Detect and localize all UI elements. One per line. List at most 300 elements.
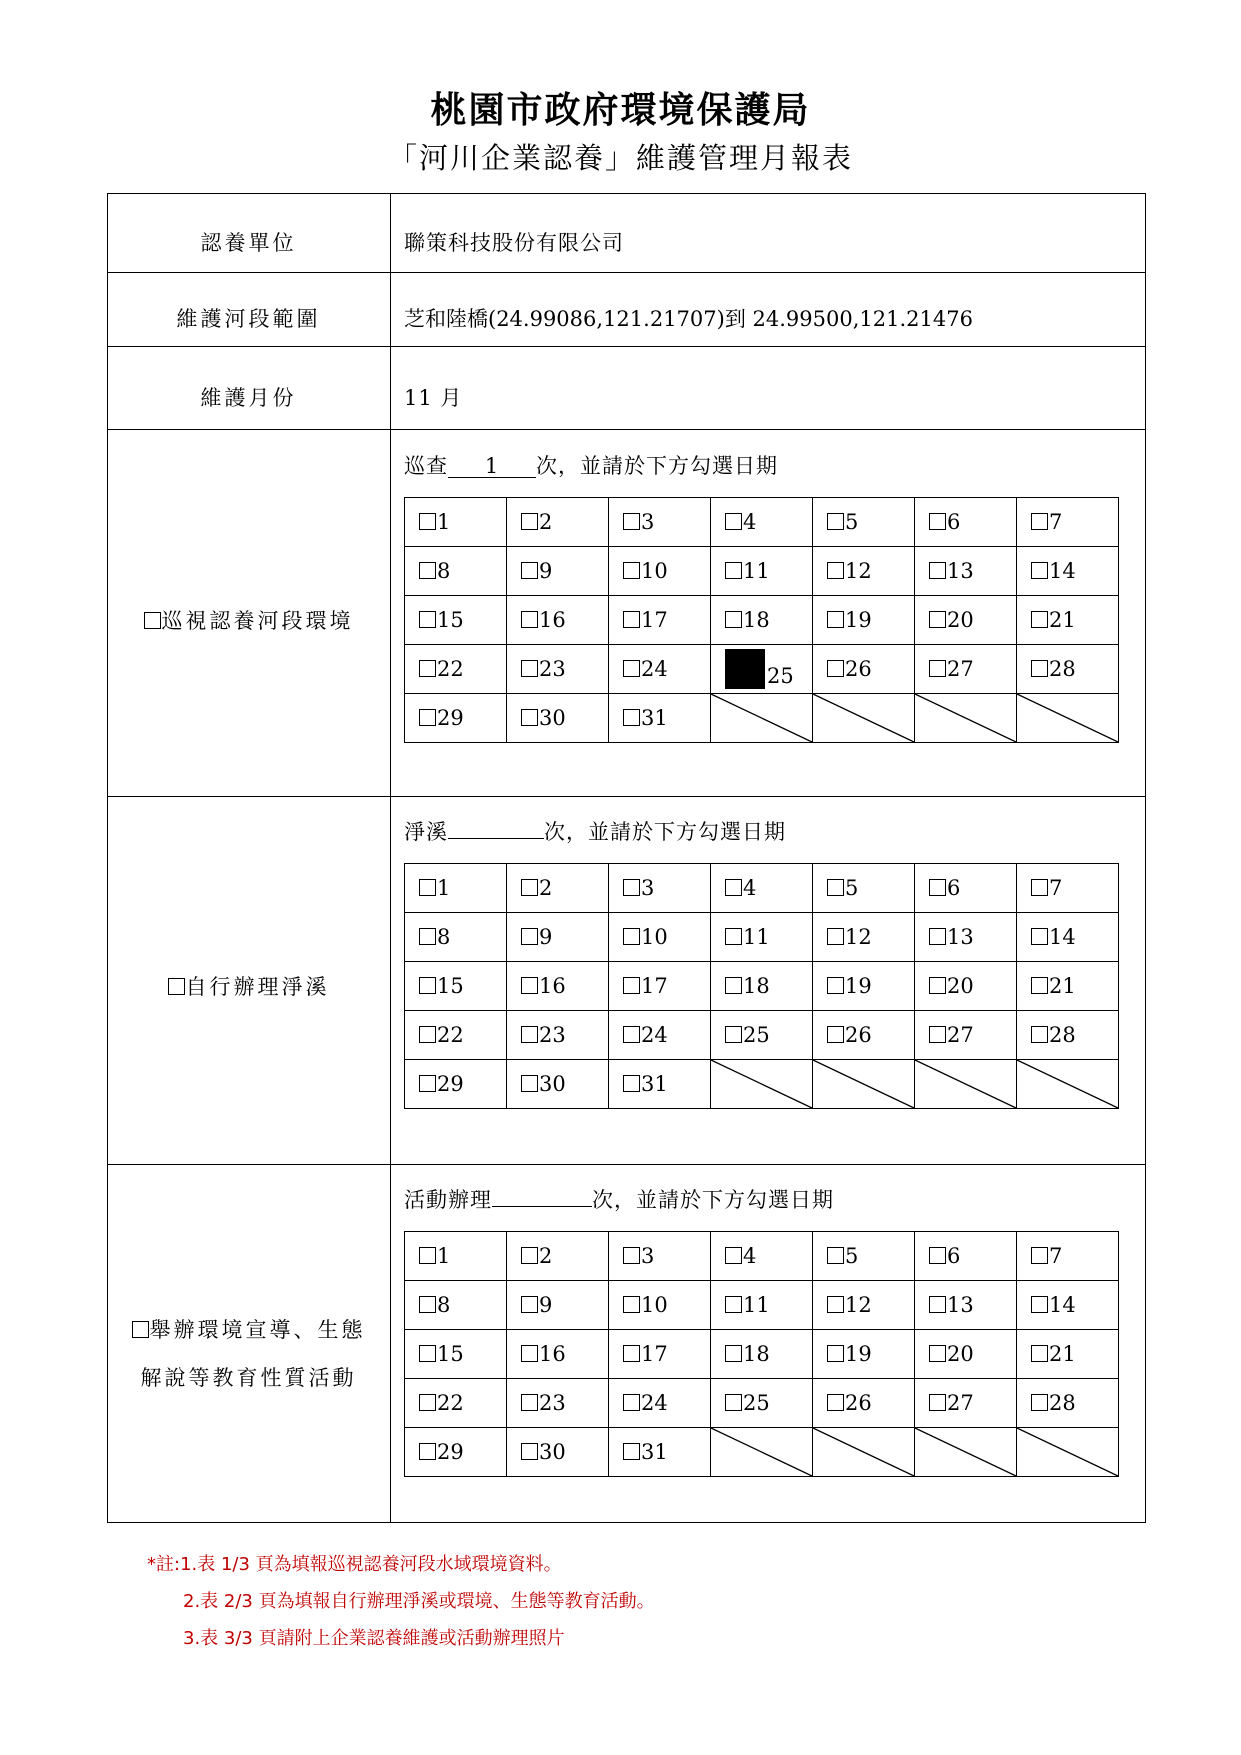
day-number: 15 xyxy=(437,608,464,632)
empty-day-cell xyxy=(1017,1060,1119,1109)
day-number: 23 xyxy=(539,657,566,681)
day-cell[interactable] xyxy=(711,645,813,694)
day-number: 3 xyxy=(641,876,655,900)
day-number: 12 xyxy=(845,559,872,583)
day-cell[interactable] xyxy=(507,913,609,962)
page-subtitle: 「河川企業認養」維護管理月報表 xyxy=(387,141,853,175)
day-checkbox[interactable] xyxy=(827,1247,844,1264)
day-cell[interactable] xyxy=(711,962,813,1011)
day-number: 5 xyxy=(845,510,859,534)
day-checkbox[interactable] xyxy=(521,660,538,677)
cleanup-section-checkbox[interactable] xyxy=(168,978,185,995)
day-cell[interactable] xyxy=(813,1281,915,1330)
day-cell[interactable] xyxy=(1017,498,1119,547)
day-cell[interactable] xyxy=(609,596,711,645)
day-cell[interactable] xyxy=(507,864,609,913)
day-cell[interactable] xyxy=(507,547,609,596)
day-cell[interactable] xyxy=(1017,1232,1119,1281)
day-checkbox[interactable] xyxy=(725,1026,742,1043)
day-checkbox[interactable] xyxy=(929,611,946,628)
day-checkbox[interactable] xyxy=(1031,660,1048,677)
day-checkbox[interactable] xyxy=(929,1026,946,1043)
day-number: 13 xyxy=(947,559,974,583)
day-cell[interactable] xyxy=(405,913,507,962)
row-divider xyxy=(107,272,1146,273)
day-checkbox[interactable] xyxy=(521,977,538,994)
education-count-field[interactable] xyxy=(492,1184,592,1207)
day-number: 9 xyxy=(539,925,553,949)
day-number: 10 xyxy=(641,1293,668,1317)
day-number: 8 xyxy=(437,1293,451,1317)
day-checkbox[interactable] xyxy=(725,928,742,945)
day-checkbox[interactable] xyxy=(929,879,946,896)
day-checkbox[interactable] xyxy=(1031,1345,1048,1362)
day-checkbox[interactable] xyxy=(623,1075,640,1092)
day-checkbox[interactable] xyxy=(827,1394,844,1411)
day-number: 26 xyxy=(845,657,872,681)
day-checkbox[interactable] xyxy=(827,562,844,579)
day-cell[interactable] xyxy=(609,1011,711,1060)
diagonal-slash xyxy=(711,1428,812,1476)
empty-day-cell xyxy=(813,1428,915,1477)
day-checkbox[interactable] xyxy=(521,709,538,726)
day-number: 5 xyxy=(845,1244,859,1268)
day-cell[interactable] xyxy=(1017,547,1119,596)
day-cell[interactable] xyxy=(507,694,609,743)
day-checkbox[interactable] xyxy=(419,709,436,726)
day-cell[interactable] xyxy=(813,913,915,962)
empty-day-cell xyxy=(813,694,915,743)
day-cell[interactable] xyxy=(405,1060,507,1109)
day-cell[interactable] xyxy=(813,498,915,547)
day-checkbox[interactable] xyxy=(827,977,844,994)
day-checkbox[interactable] xyxy=(623,1394,640,1411)
day-number: 30 xyxy=(539,706,566,730)
education-section-label-line2: 解說等教育性質活動 xyxy=(140,1366,357,1390)
day-number: 13 xyxy=(947,925,974,949)
day-cell[interactable] xyxy=(405,864,507,913)
day-number: 21 xyxy=(1049,608,1076,632)
day-checkbox[interactable] xyxy=(725,562,742,579)
day-checkbox[interactable] xyxy=(1031,1247,1048,1264)
day-cell[interactable] xyxy=(711,1330,813,1379)
month-label: 維護月份 xyxy=(200,386,297,410)
day-number: 27 xyxy=(947,657,974,681)
day-number: 17 xyxy=(641,974,668,998)
day-number: 18 xyxy=(743,974,770,998)
day-number: 25 xyxy=(767,664,794,688)
day-number: 25 xyxy=(743,1391,770,1415)
day-checkbox[interactable] xyxy=(521,928,538,945)
day-number: 8 xyxy=(437,925,451,949)
day-cell[interactable] xyxy=(813,864,915,913)
day-checkbox[interactable] xyxy=(1031,1296,1048,1313)
day-cell[interactable] xyxy=(813,1232,915,1281)
day-cell[interactable] xyxy=(1017,913,1119,962)
cleanup-calendar xyxy=(404,863,1119,1109)
day-checkbox[interactable] xyxy=(929,1394,946,1411)
education-calendar xyxy=(404,1231,1119,1477)
day-cell[interactable] xyxy=(1017,1281,1119,1330)
day-checkbox[interactable] xyxy=(1031,1394,1048,1411)
day-cell[interactable] xyxy=(609,645,711,694)
day-checkbox[interactable] xyxy=(827,928,844,945)
day-checkbox[interactable] xyxy=(521,611,538,628)
day-cell[interactable] xyxy=(711,1232,813,1281)
day-cell[interactable] xyxy=(711,498,813,547)
day-checkbox[interactable] xyxy=(623,660,640,677)
day-checkbox[interactable] xyxy=(1031,611,1048,628)
day-checkbox-checked[interactable] xyxy=(725,649,765,689)
calendar-week-row xyxy=(405,1232,1119,1281)
day-checkbox[interactable] xyxy=(419,1075,436,1092)
cleanup-count-line xyxy=(404,816,786,846)
day-checkbox[interactable] xyxy=(929,977,946,994)
day-checkbox[interactable] xyxy=(929,513,946,530)
day-cell[interactable] xyxy=(813,645,915,694)
day-cell[interactable] xyxy=(609,1330,711,1379)
day-cell[interactable] xyxy=(711,596,813,645)
day-checkbox[interactable] xyxy=(827,1345,844,1362)
day-cell[interactable] xyxy=(405,1330,507,1379)
day-checkbox[interactable] xyxy=(725,513,742,530)
day-cell[interactable] xyxy=(813,1330,915,1379)
day-cell[interactable] xyxy=(915,1330,1017,1379)
day-number: 26 xyxy=(845,1023,872,1047)
day-cell[interactable] xyxy=(507,1428,609,1477)
day-checkbox[interactable] xyxy=(419,611,436,628)
day-checkbox[interactable] xyxy=(419,879,436,896)
calendar-week-row xyxy=(405,1011,1119,1060)
empty-day-cell xyxy=(1017,1428,1119,1477)
day-cell[interactable] xyxy=(405,547,507,596)
day-number: 9 xyxy=(539,559,553,583)
cleanup-count-suffix: 次，並請於下方勾選日期 xyxy=(544,820,786,844)
day-cell[interactable] xyxy=(813,1011,915,1060)
patrol-section-label: 巡視認養河段環境 xyxy=(107,605,390,635)
empty-day-cell xyxy=(915,694,1017,743)
day-cell[interactable] xyxy=(507,962,609,1011)
empty-day-cell xyxy=(813,1060,915,1109)
day-checkbox[interactable] xyxy=(827,879,844,896)
day-number: 31 xyxy=(641,1440,668,1464)
day-cell[interactable] xyxy=(609,913,711,962)
day-checkbox[interactable] xyxy=(929,928,946,945)
day-checkbox[interactable] xyxy=(419,1247,436,1264)
day-cell[interactable] xyxy=(813,962,915,1011)
day-checkbox[interactable] xyxy=(1031,879,1048,896)
day-cell[interactable] xyxy=(915,913,1017,962)
day-cell[interactable] xyxy=(915,1379,1017,1428)
empty-day-cell xyxy=(711,694,813,743)
day-checkbox[interactable] xyxy=(419,562,436,579)
day-cell[interactable] xyxy=(405,498,507,547)
empty-day-cell xyxy=(1017,694,1119,743)
day-cell[interactable] xyxy=(609,864,711,913)
day-checkbox[interactable] xyxy=(929,562,946,579)
day-cell[interactable] xyxy=(405,596,507,645)
day-cell[interactable] xyxy=(915,596,1017,645)
day-checkbox[interactable] xyxy=(419,928,436,945)
patrol-count-line xyxy=(404,450,778,480)
day-cell[interactable] xyxy=(813,1379,915,1428)
day-checkbox[interactable] xyxy=(929,660,946,677)
day-checkbox[interactable] xyxy=(521,513,538,530)
day-checkbox[interactable] xyxy=(623,1296,640,1313)
day-cell[interactable] xyxy=(405,1379,507,1428)
day-checkbox[interactable] xyxy=(419,513,436,530)
day-cell[interactable] xyxy=(915,962,1017,1011)
diagonal-slash xyxy=(813,1428,914,1476)
day-checkbox[interactable] xyxy=(827,660,844,677)
day-cell[interactable] xyxy=(609,1232,711,1281)
day-checkbox[interactable] xyxy=(521,1443,538,1460)
day-cell[interactable] xyxy=(813,596,915,645)
day-cell[interactable] xyxy=(1017,864,1119,913)
day-checkbox[interactable] xyxy=(929,1345,946,1362)
day-cell[interactable] xyxy=(711,1011,813,1060)
day-checkbox[interactable] xyxy=(623,977,640,994)
calendar-week-row xyxy=(405,498,1119,547)
patrol-count-prefix: 巡查 xyxy=(404,454,448,478)
day-number: 5 xyxy=(845,876,859,900)
day-checkbox[interactable] xyxy=(1031,928,1048,945)
day-checkbox[interactable] xyxy=(419,1026,436,1043)
day-cell[interactable] xyxy=(609,1379,711,1428)
day-checkbox[interactable] xyxy=(827,1296,844,1313)
day-checkbox[interactable] xyxy=(419,1394,436,1411)
day-checkbox[interactable] xyxy=(725,879,742,896)
day-checkbox[interactable] xyxy=(1031,562,1048,579)
day-checkbox[interactable] xyxy=(623,1247,640,1264)
note-2: 2.表 2/3 頁為填報自行辦理淨溪或環境、生態等教育活動。 xyxy=(183,1591,655,1612)
day-checkbox[interactable] xyxy=(623,562,640,579)
day-checkbox[interactable] xyxy=(623,1345,640,1362)
day-number: 12 xyxy=(845,1293,872,1317)
day-checkbox[interactable] xyxy=(623,513,640,530)
day-cell[interactable] xyxy=(609,1281,711,1330)
day-cell[interactable] xyxy=(507,1379,609,1428)
diagonal-slash xyxy=(711,1060,812,1108)
day-cell[interactable] xyxy=(915,864,1017,913)
day-checkbox[interactable] xyxy=(623,611,640,628)
row-divider xyxy=(107,346,1146,347)
day-checkbox[interactable] xyxy=(521,1296,538,1313)
day-number: 14 xyxy=(1049,925,1076,949)
empty-day-cell xyxy=(711,1428,813,1477)
day-number: 6 xyxy=(947,510,961,534)
day-cell[interactable] xyxy=(711,1281,813,1330)
day-number: 30 xyxy=(539,1072,566,1096)
day-number: 14 xyxy=(1049,1293,1076,1317)
day-number: 19 xyxy=(845,974,872,998)
month-value: 11 月 xyxy=(404,386,463,410)
day-number: 16 xyxy=(539,608,566,632)
day-number: 2 xyxy=(539,510,553,534)
calendar-week-row xyxy=(405,694,1119,743)
day-checkbox[interactable] xyxy=(1031,513,1048,530)
range-label: 維護河段範圍 xyxy=(176,307,321,331)
day-cell[interactable] xyxy=(609,962,711,1011)
day-number: 10 xyxy=(641,559,668,583)
day-cell[interactable] xyxy=(1017,1330,1119,1379)
empty-day-cell xyxy=(915,1428,1017,1477)
day-number: 7 xyxy=(1049,1244,1063,1268)
day-cell[interactable] xyxy=(915,1011,1017,1060)
day-cell[interactable] xyxy=(1017,962,1119,1011)
day-checkbox[interactable] xyxy=(419,1296,436,1313)
calendar-week-row xyxy=(405,1060,1119,1109)
day-checkbox[interactable] xyxy=(521,1345,538,1362)
diagonal-slash xyxy=(813,694,914,742)
day-cell[interactable] xyxy=(711,1379,813,1428)
day-cell[interactable] xyxy=(405,1428,507,1477)
day-checkbox[interactable] xyxy=(521,1026,538,1043)
day-number: 10 xyxy=(641,925,668,949)
day-checkbox[interactable] xyxy=(827,611,844,628)
patrol-calendar xyxy=(404,497,1119,743)
education-section-checkbox[interactable] xyxy=(132,1321,149,1338)
day-checkbox[interactable] xyxy=(929,1247,946,1264)
diagonal-slash xyxy=(711,694,812,742)
day-cell[interactable] xyxy=(405,645,507,694)
cleanup-count-field[interactable] xyxy=(448,816,544,839)
day-cell[interactable] xyxy=(405,694,507,743)
day-checkbox[interactable] xyxy=(725,1394,742,1411)
day-number: 17 xyxy=(641,608,668,632)
day-checkbox[interactable] xyxy=(725,977,742,994)
day-checkbox[interactable] xyxy=(419,1443,436,1460)
day-number: 18 xyxy=(743,608,770,632)
day-number: 11 xyxy=(743,559,770,583)
day-checkbox[interactable] xyxy=(1031,977,1048,994)
day-cell[interactable] xyxy=(1017,596,1119,645)
day-cell[interactable] xyxy=(609,498,711,547)
day-number: 29 xyxy=(437,1072,464,1096)
day-cell[interactable] xyxy=(405,1011,507,1060)
day-number: 1 xyxy=(437,510,451,534)
calendar-week-row xyxy=(405,864,1119,913)
day-number: 18 xyxy=(743,1342,770,1366)
patrol-section-checkbox[interactable] xyxy=(144,612,161,629)
day-cell[interactable] xyxy=(609,547,711,596)
column-divider xyxy=(390,193,391,1523)
day-checkbox[interactable] xyxy=(419,1345,436,1362)
day-cell[interactable] xyxy=(405,1232,507,1281)
day-checkbox[interactable] xyxy=(521,1394,538,1411)
day-checkbox[interactable] xyxy=(623,879,640,896)
calendar-week-row xyxy=(405,1281,1119,1330)
day-cell[interactable] xyxy=(915,1281,1017,1330)
day-checkbox[interactable] xyxy=(623,1443,640,1460)
day-checkbox[interactable] xyxy=(623,709,640,726)
calendar-week-row xyxy=(405,596,1119,645)
day-cell[interactable] xyxy=(711,864,813,913)
day-number: 7 xyxy=(1049,510,1063,534)
day-cell[interactable] xyxy=(507,498,609,547)
day-checkbox[interactable] xyxy=(725,611,742,628)
day-checkbox[interactable] xyxy=(929,1296,946,1313)
day-cell[interactable] xyxy=(507,1060,609,1109)
day-checkbox[interactable] xyxy=(521,562,538,579)
day-checkbox[interactable] xyxy=(827,1026,844,1043)
day-cell[interactable] xyxy=(609,1428,711,1477)
day-number: 19 xyxy=(845,1342,872,1366)
day-cell[interactable] xyxy=(915,1232,1017,1281)
day-cell[interactable] xyxy=(405,962,507,1011)
calendar-week-row xyxy=(405,913,1119,962)
day-cell[interactable] xyxy=(609,1060,711,1109)
day-cell[interactable] xyxy=(711,913,813,962)
calendar-week-row xyxy=(405,645,1119,694)
patrol-count-field[interactable]: 1 xyxy=(448,455,536,478)
day-number: 16 xyxy=(539,1342,566,1366)
day-number: 1 xyxy=(437,876,451,900)
day-cell[interactable] xyxy=(1017,1011,1119,1060)
day-checkbox[interactable] xyxy=(827,513,844,530)
day-checkbox[interactable] xyxy=(623,1026,640,1043)
day-cell[interactable] xyxy=(915,498,1017,547)
calendar-week-row xyxy=(405,1330,1119,1379)
day-checkbox[interactable] xyxy=(725,1296,742,1313)
day-cell[interactable] xyxy=(507,596,609,645)
day-cell[interactable] xyxy=(1017,1379,1119,1428)
day-number: 20 xyxy=(947,608,974,632)
day-number: 31 xyxy=(641,706,668,730)
day-checkbox[interactable] xyxy=(521,879,538,896)
unit-label: 認養單位 xyxy=(200,231,297,255)
calendar-week-row xyxy=(405,1379,1119,1428)
day-checkbox[interactable] xyxy=(1031,1026,1048,1043)
day-cell[interactable] xyxy=(405,1281,507,1330)
day-checkbox[interactable] xyxy=(725,1345,742,1362)
day-cell[interactable] xyxy=(507,1011,609,1060)
day-cell[interactable] xyxy=(711,547,813,596)
day-checkbox[interactable] xyxy=(725,1247,742,1264)
day-cell[interactable] xyxy=(609,694,711,743)
day-cell[interactable] xyxy=(1017,645,1119,694)
diagonal-slash xyxy=(915,1428,1016,1476)
row-divider xyxy=(107,1164,1146,1165)
education-count-line xyxy=(404,1184,834,1214)
day-checkbox[interactable] xyxy=(419,660,436,677)
day-number: 2 xyxy=(539,1244,553,1268)
calendar-week-row xyxy=(405,547,1119,596)
day-cell[interactable] xyxy=(813,547,915,596)
day-cell[interactable] xyxy=(915,645,1017,694)
note-1: *註:1.表 1/3 頁為填報巡視認養河段水域環境資料。 xyxy=(147,1554,562,1575)
education-count-prefix: 活動辦理 xyxy=(404,1188,492,1212)
day-number: 21 xyxy=(1049,974,1076,998)
row-divider xyxy=(107,796,1146,797)
day-cell[interactable] xyxy=(507,1232,609,1281)
diagonal-slash xyxy=(915,1060,1016,1108)
day-cell[interactable] xyxy=(507,1281,609,1330)
day-checkbox[interactable] xyxy=(623,928,640,945)
range-value: 芝和陸橋(24.99086,121.21707)到 24.99500,121.21476 xyxy=(404,307,973,331)
day-cell[interactable] xyxy=(507,645,609,694)
day-cell[interactable] xyxy=(915,547,1017,596)
day-checkbox[interactable] xyxy=(419,977,436,994)
education-section-label: 舉辦環境宣導、生態 xyxy=(107,1314,390,1344)
empty-day-cell xyxy=(711,1060,813,1109)
day-number: 15 xyxy=(437,974,464,998)
day-number: 24 xyxy=(641,1023,668,1047)
day-number: 1 xyxy=(437,1244,451,1268)
day-cell[interactable] xyxy=(507,1330,609,1379)
day-checkbox[interactable] xyxy=(521,1075,538,1092)
day-checkbox[interactable] xyxy=(521,1247,538,1264)
